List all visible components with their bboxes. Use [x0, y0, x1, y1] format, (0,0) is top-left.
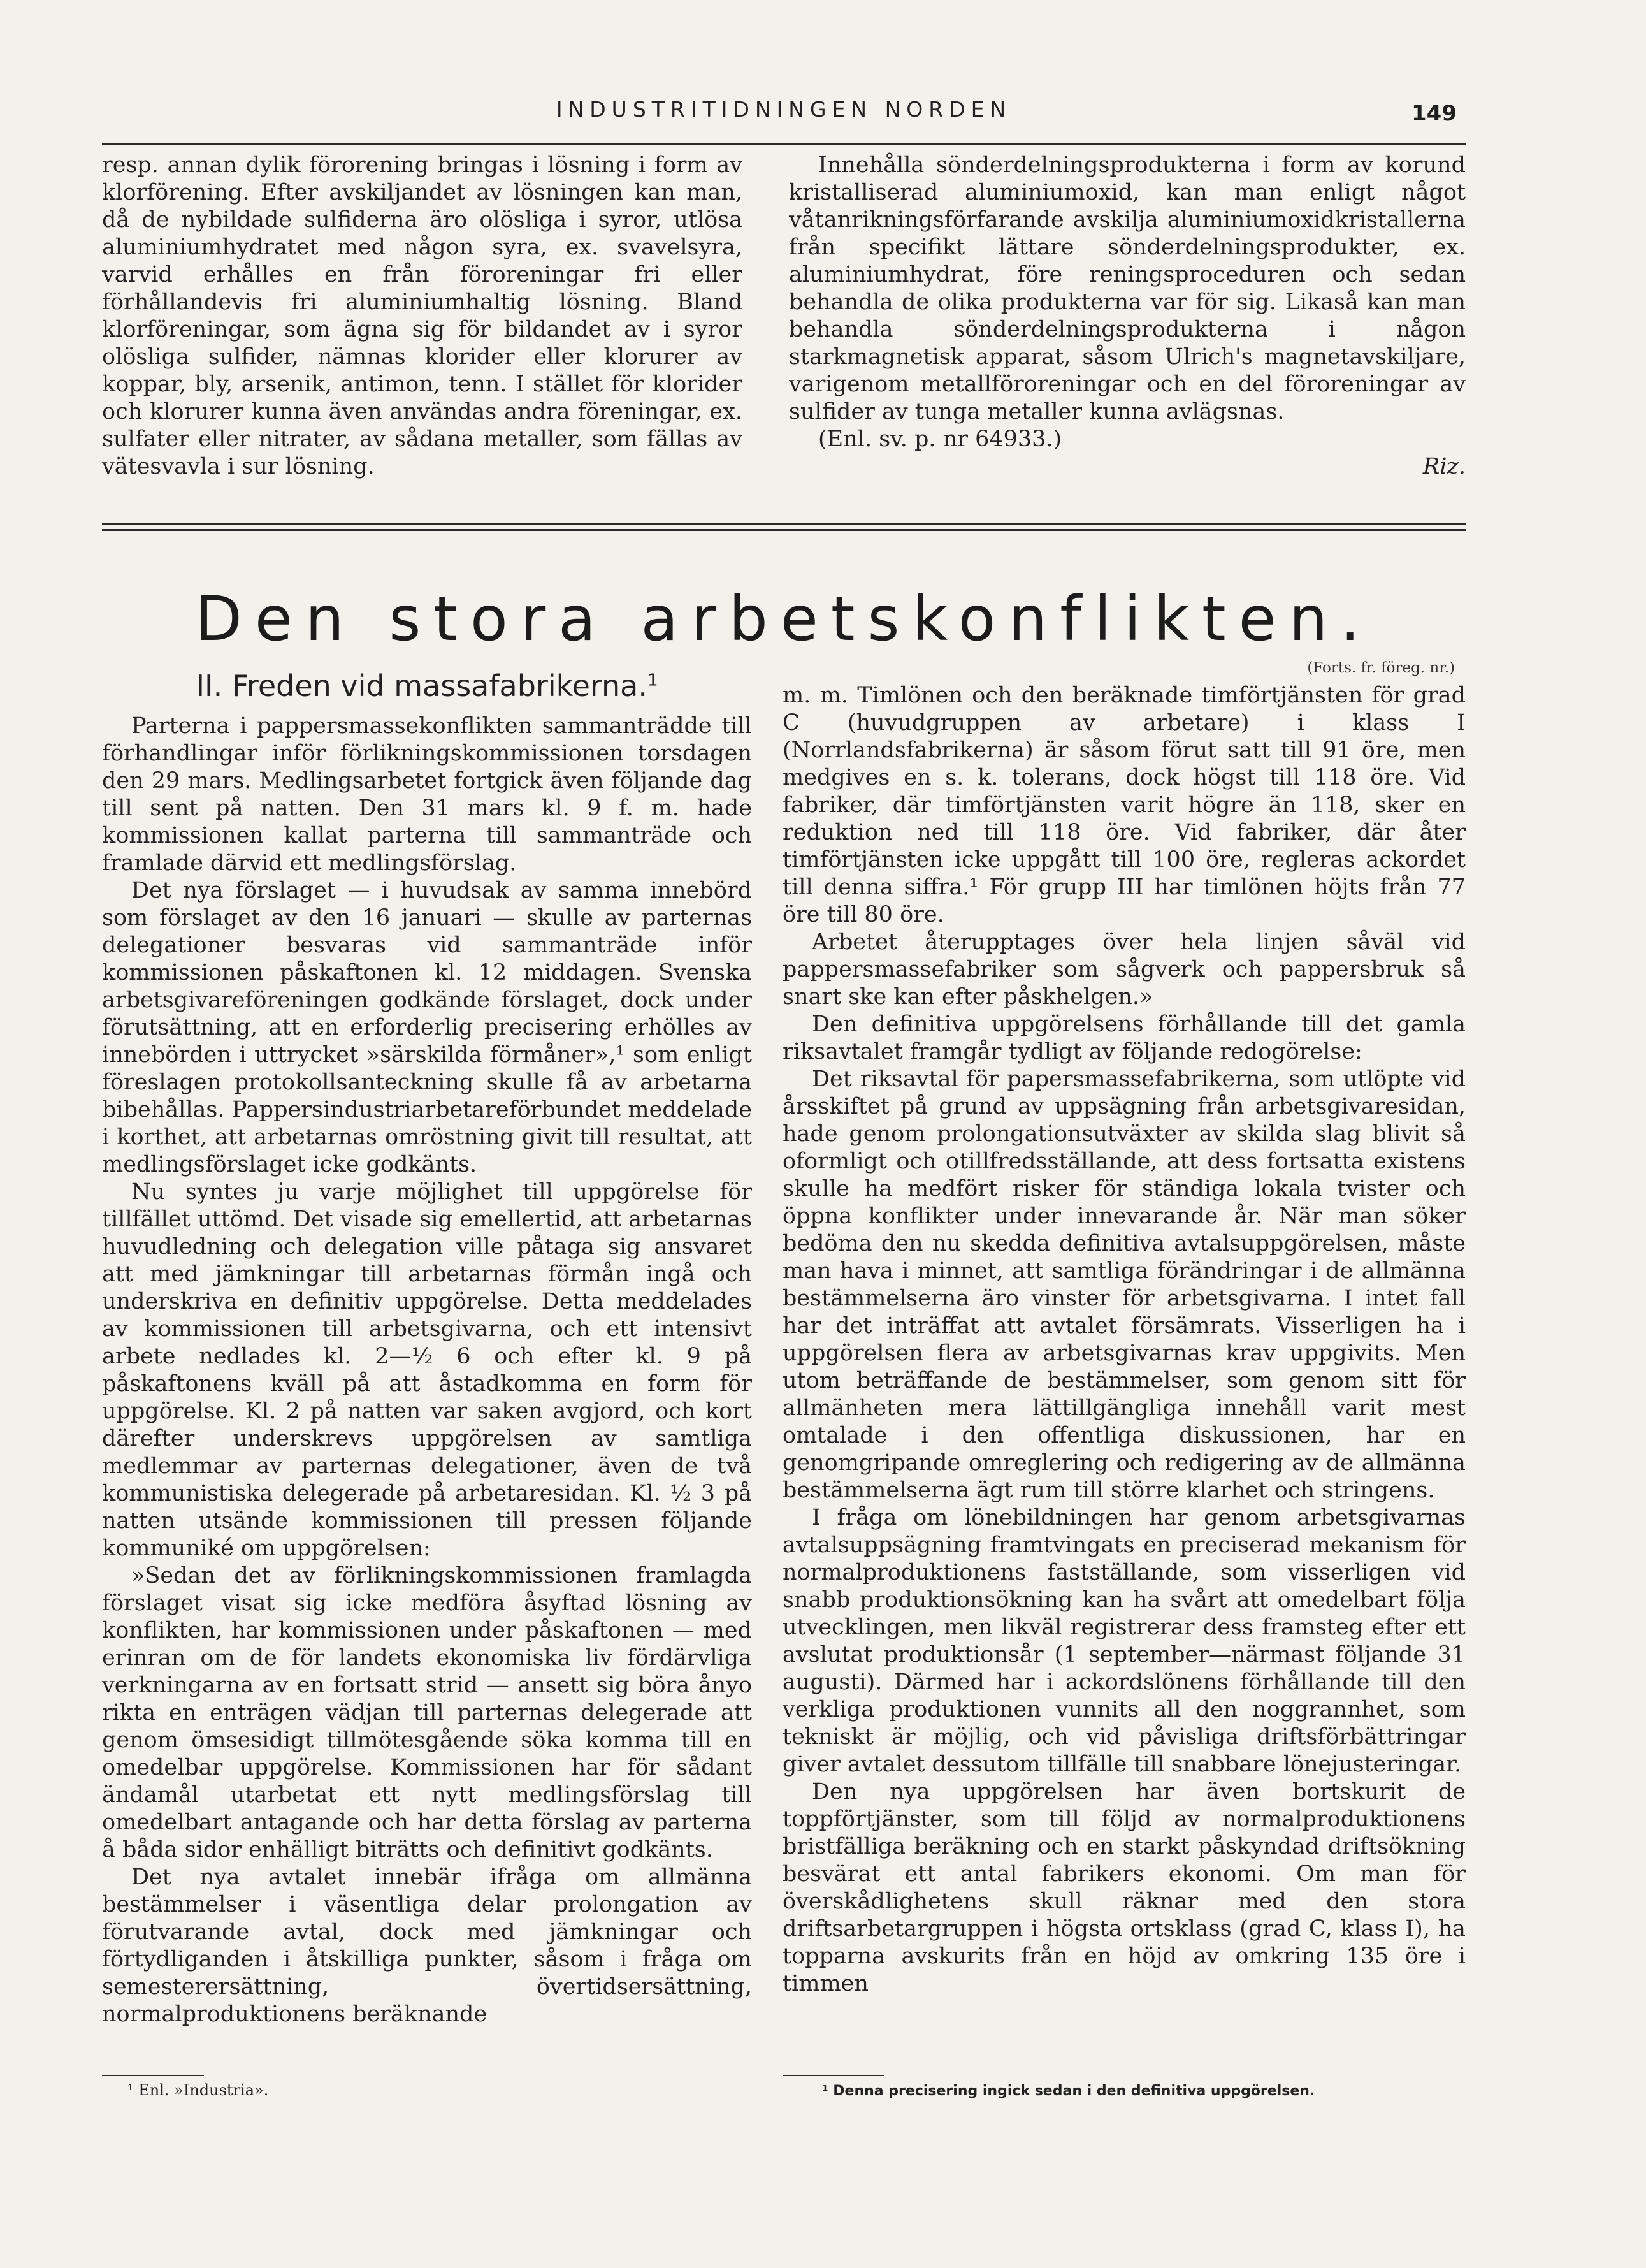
subtitle-footnote-mark: 1 [647, 671, 658, 690]
paragraph: resp. annan dylik förorening bringas i lösning i form av klorförening. Efter avskiljandet av lösningen kan man, då de nybildade sulfiderna äro olösliga i syror, utlösa aluminiumhydratet med någon syra, ex. svavelsyra, varvid erhålles en från föroreningar fri eller förhållandevis fri aluminiumhaltig lösning. Bland klorföreningar, som ägna sig för bildandet av i syror olösliga sulfider, nämnas klorider eller klorurer av koppar, bly, arsenik, antimon, tenn. I stället för klorider och klorurer kunna även användas andra föreningar, ex. sulfater eller nitrater, av sådana metaller, som fällas av vätesvavla i sur lösning. [102, 152, 742, 479]
paragraph: Det nya förslaget — i huvudsak av samma innebörd som förslaget av den 16 januari — skulle av parternas delegationer besvaras vid sammanträde inför kommissionen påskaftonen kl. 12 middagen. Svenska arbetsgivareföreningen godkände förslaget, dock under förutsättning, att en erforderlig precisering erhölles av innebörden i uttrycket »särskilda förmåner»,¹ som enligt föreslagen protokollsanteckning skulle få av arbetarna bibehållas. Pappersindustriarbetareförbundet meddelade i korthet, att arbetarnas omröstning givit till resultat, att medlingsförslaget icke godkänts. [102, 878, 752, 1177]
section-divider-bottom [102, 529, 1466, 531]
article-subtitle [102, 669, 752, 703]
top-left-column [102, 152, 742, 481]
article-right-column [783, 682, 1466, 1998]
page-header [102, 89, 1466, 140]
paragraph: »Sedan det av förlikningskommissionen framlagda förslaget visat sig icke medföra åsyftad lösning av konflikten, har kommissionen under påskaftonen — med erinran om de för landets ekonomiska liv fördärvliga verkningarna av en fortsatt strid — ansett sig böra ånyo rikta en enträgen vädjan till parternas delegerade att genom ömsesidigt tillmötesgående söka komma till en omedelbar uppgörelse. Kommissionen har för sådant ändamål utarbetat ett nytt medlingsförslag till omedelbart antagande och har detta förslag av parterna å båda sidor enhälligt biträtts och definitivt godkänts. [102, 1563, 752, 1863]
journal-title: INDUSTRITIDNINGEN NORDEN [556, 97, 1012, 122]
paragraph: Det riksavtal för papersmassefabrikerna, som utlöpte vid årsskiftet på grund av uppsägning från arbetsgivaresidan, hade genom prolongationsutväxter av skilda slag blivit så oformligt och otillfredsställande, att dess fortsatta existens skulle ha medfört risker för ständiga lokala tvister och öppna konflikter under innevarande år. När man söker bedöma den nu skedda definitiva avtalsuppgörelsen, måste man hava i minnet, att samtliga förändringar i de allmänna bestämmelserna äro vinster för arbetsgivarna. I intet fall har det inträffat att avtalet försämrats. Visserligen ha i uppgörelsen flera av arbetsgivarnas krav uppgivits. Men utom beträffande de bestämmelser, som genom sitt för allmänheten mera lättillgängliga innehåll varit mest omtalade i den offentliga diskussionen, har en genomgripande omreglering och redigering av de allmänna bestämmelserna ägt rum till större klarhet och stringens. [783, 1066, 1466, 1503]
header-rule [102, 143, 1466, 145]
paragraph: Den nya uppgörelsen har även bortskurit de toppförtjänster, som till följd av normalproduktionens bristfälliga beräkning och en starkt påskyndad driftsökning besvärat ett antal fabrikers ekonomi. Om man för överskådlighetens skull räknar med den stora driftsarbetargruppen i högsta ortsklass (grad C, klass I), ha topparna avskurits från en höjd av omkring 135 öre i timmen [783, 1779, 1466, 1996]
paragraph: m. m. Timlönen och den beräknade timförtjänsten för grad C (huvudgruppen av arbetare) i klass I (Norrlandsfabrikerna) är såsom förut satt till 91 öre, men medgives en s. k. tolerans, dock högst till 118 öre. Vid fabriker, där timförtjänsten varit högre än 118, sker en reduktion ned till 118 öre. Vid fabriker, där åter timförtjänsten icke uppgått till 100 öre, regleras ackordet till denna siffra.¹ För grupp III har timlönen höjts från 77 öre till 80 öre. [783, 683, 1466, 927]
page-number: 149 [1411, 101, 1457, 126]
paragraph: Arbetet återupptages över hela linjen såväl vid pappersmassefabriker som sågverk och pappersbruk så snart ske kan efter påskhelgen.» [783, 929, 1466, 1010]
right-footnote: ¹ Denna precisering ingick sedan i den definitiva uppgörelsen. [822, 2083, 1315, 2099]
subtitle-text: II. Freden vid massafabrikerna. [196, 669, 647, 703]
author-signature: Riz. [1422, 454, 1466, 479]
paragraph: Parterna i pappersmassekonflikten sammanträdde till förhandlingar inför förlikningskommissionen torsdagen den 29 mars. Medlingsarbetet fortgick även följande dag till sent på natten. Den 31 mars kl. 9 f. m. hade kommissionen kallat parterna till sammanträde och framlade därvid ett medlingsförslag. [102, 713, 752, 876]
continued-note: (Forts. fr. föreg. nr.) [1307, 660, 1455, 676]
left-footnote: ¹ Enl. »Industria». [127, 2081, 269, 2099]
paragraph: Den definitiva uppgörelsens förhållande till det gamla riksavtalet framgår tydligt av följande redogörelse: [783, 1012, 1466, 1065]
article-left-column [102, 669, 752, 2028]
paragraph: I fråga om lönebildningen har genom arbetsgivarnas avtalsuppsägning framtvingats en preciserad mekanism för normalproduktionens fastställande, som visserligen vid snabb produktionsökning kan ha svårt att omedelbart följa utvecklingen, men likväl registrerar dess framsteg efter ett avslutat produktionsår (1 september—närmast följande 31 augusti). Därmed har i ackordslönens förhållande till den verkliga produktionen vunnits all den noggrannhet, som tekniskt är möjlig, och vid påvisliga driftsförbättringar giver avtalet dessutom tillfälle till snabbare lönejusteringar. [783, 1505, 1466, 1777]
section-divider-top [102, 523, 1466, 525]
right-footnote-rule [783, 2075, 884, 2076]
paragraph: Det nya avtalet innebär ifråga om allmänna bestämmelser i väsentliga delar prolongation av förutvarande avtal, dock med jämkningar och förtydliganden i åtskilliga punkter, såsom i fråga om semesterersättning, övertidsersättning, normalproduktionens beräknande [102, 1865, 752, 2027]
paragraph: Innehålla sönderdelningsprodukterna i form av korund kristalliserad aluminiumoxid, kan man enligt något våtanrikningsförfarande avskilja aluminiumoxidkristallerna från specifikt lättare sönderdelningsprodukter, ex. aluminiumhydrat, före reningsproceduren och sedan behandla de olika produkterna var för sig. Likaså kan man behandla sönderdelningsprodukterna i någon starkmagnetisk apparat, såsom Ulrich's magnetavskiljare, varigenom metallföroreningar och en del föroreningar av sulfider av tunga metaller kunna avlägsnas. [789, 152, 1466, 425]
paragraph: Nu syntes ju varje möjlighet till uppgörelse för tillfället uttömd. Det visade sig emellertid, att arbetarnas huvudledning och delegation ville påtaga sig ansvaret att med jämkningar till arbetarnas förmån ingå och underskriva en definitiv uppgörelse. Detta meddelades av kommissionen till arbetsgivarna, och ett intensivt arbete nedlades kl. 2—½ 6 och efter kl. 9 på påskaftonens kväll på att åstadkomma en form för uppgörelse. Kl. 2 på natten var saken avgjord, och kort därefter underskrevs uppgörelsen av samtliga medlemmar av parternas delegationer, även de två kommunistiska delegerade på arbetaresidan. Kl. ½ 3 på natten utsände kommissionen till pressen följande kommuniké om uppgörelsen: [102, 1179, 752, 1561]
top-right-column [789, 152, 1466, 481]
left-footnote-rule [102, 2075, 204, 2076]
patent-reference: (Enl. sv. p. nr 64933.) [818, 426, 1062, 452]
article-title: Den stora arbetskonflikten. [194, 583, 1373, 655]
